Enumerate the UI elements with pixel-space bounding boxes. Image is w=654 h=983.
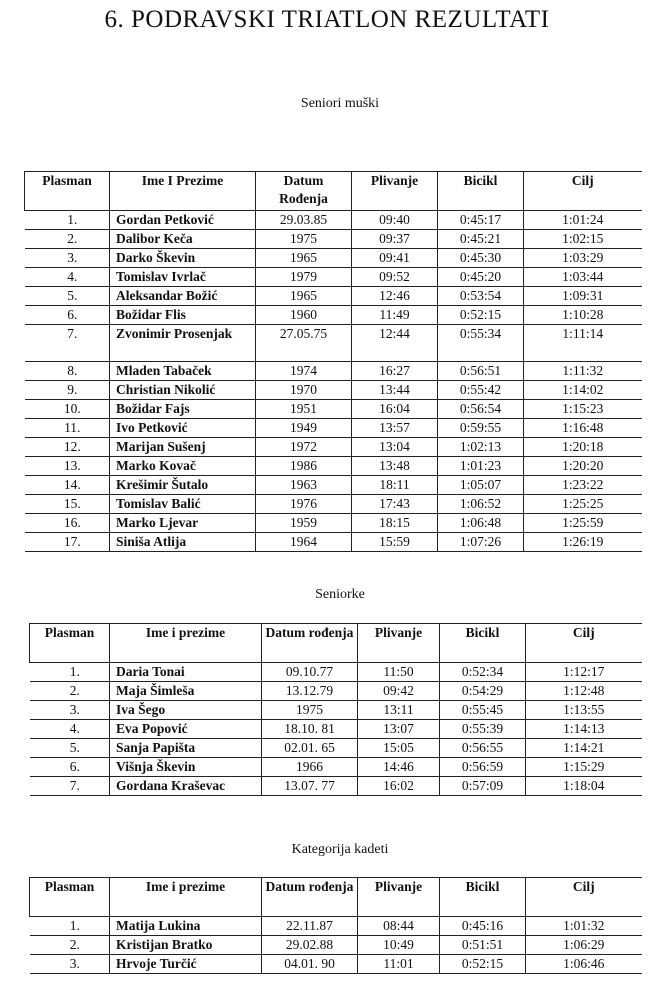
finish-time-cell: 1:09:31 <box>524 287 642 306</box>
table-row <box>25 514 642 533</box>
col-header-swim: Plivanje <box>358 624 440 663</box>
birth-date-cell: 27.05.75 <box>256 325 352 362</box>
col-header-swim: Plivanje <box>358 878 440 917</box>
table-row <box>25 268 642 287</box>
table-row <box>25 325 642 362</box>
bike-time-cell: 1:07:26 <box>438 533 524 552</box>
birth-date-cell: 22.11.87 <box>262 917 358 936</box>
finish-time-cell: 1:11:32 <box>524 362 642 381</box>
bike-time-cell: 0:59:55 <box>438 419 524 438</box>
bike-time-cell: 0:56:59 <box>440 758 526 777</box>
placement-cell: 16. <box>25 514 110 533</box>
athlete-name-cell: Marko Ljevar <box>110 514 256 533</box>
birth-date-cell: 1951 <box>256 400 352 419</box>
placement-cell: 17. <box>25 533 110 552</box>
bike-time-cell: 1:05:07 <box>438 476 524 495</box>
athlete-name-cell: Mladen Tabaček <box>110 362 256 381</box>
col-header-date: Datum rođenja <box>262 624 358 663</box>
placement-cell: 6. <box>25 306 110 325</box>
birth-date-cell: 1963 <box>256 476 352 495</box>
col-header-swim: Plivanje <box>352 172 438 211</box>
table-row <box>25 438 642 457</box>
swim-time-cell: 16:02 <box>358 777 440 796</box>
table-row <box>30 739 642 758</box>
birth-date-cell: 04.01. 90 <box>262 955 358 974</box>
placement-cell: 3. <box>25 249 110 268</box>
athlete-name-cell: Siniša Atlija <box>110 533 256 552</box>
table-row <box>25 362 642 381</box>
swim-time-cell: 09:40 <box>352 211 438 230</box>
swim-time-cell: 08:44 <box>358 917 440 936</box>
results-table-seniori <box>24 171 642 552</box>
bike-time-cell: 0:57:09 <box>440 777 526 796</box>
col-header-bike: Bicikl <box>438 172 524 211</box>
finish-time-cell: 1:20:18 <box>524 438 642 457</box>
finish-time-cell: 1:12:17 <box>526 663 642 682</box>
athlete-name-cell: Eva Popović <box>110 720 262 739</box>
swim-time-cell: 13:04 <box>352 438 438 457</box>
placement-cell: 2. <box>30 682 110 701</box>
swim-time-cell: 09:52 <box>352 268 438 287</box>
athlete-name-cell: Tomislav Balić <box>110 495 256 514</box>
swim-time-cell: 16:27 <box>352 362 438 381</box>
finish-time-cell: 1:13:55 <box>526 701 642 720</box>
col-header-bike: Bicikl <box>440 878 526 917</box>
bike-time-cell: 0:45:17 <box>438 211 524 230</box>
table-row <box>25 400 642 419</box>
athlete-name-cell: Christian Nikolić <box>110 381 256 400</box>
athlete-name-cell: Višnja Škevin <box>110 758 262 777</box>
athlete-name-cell: Sanja Papišta <box>110 739 262 758</box>
birth-date-cell: 1979 <box>256 268 352 287</box>
placement-cell: 3. <box>30 955 110 974</box>
placement-cell: 5. <box>25 287 110 306</box>
athlete-name-cell: Darko Škevin <box>110 249 256 268</box>
col-header-finish: Cilj <box>526 878 642 917</box>
col-header-finish: Cilj <box>524 172 642 211</box>
athlete-name-cell: Daria Tonai <box>110 663 262 682</box>
col-header-name: Ime I Prezime <box>110 172 256 211</box>
swim-time-cell: 14:46 <box>358 758 440 777</box>
swim-time-cell: 13:11 <box>358 701 440 720</box>
table-row <box>25 419 642 438</box>
birth-date-cell: 1976 <box>256 495 352 514</box>
finish-time-cell: 1:20:20 <box>524 457 642 476</box>
placement-cell: 10. <box>25 400 110 419</box>
table-row <box>25 476 642 495</box>
swim-time-cell: 16:04 <box>352 400 438 419</box>
birth-date-cell: 1986 <box>256 457 352 476</box>
finish-time-cell: 1:03:29 <box>524 249 642 268</box>
birth-date-cell: 13.07. 77 <box>262 777 358 796</box>
table-row <box>25 533 642 552</box>
birth-date-cell: 1965 <box>256 287 352 306</box>
athlete-name-cell: Marijan Sušenj <box>110 438 256 457</box>
birth-date-cell: 29.03.85 <box>256 211 352 230</box>
table-row <box>30 758 642 777</box>
section-heading-seniorke: Seniorke <box>315 587 365 602</box>
bike-time-cell: 0:56:51 <box>438 362 524 381</box>
table-row <box>25 306 642 325</box>
athlete-name-cell: Ivo Petković <box>110 419 256 438</box>
finish-time-cell: 1:15:23 <box>524 400 642 419</box>
finish-time-cell: 1:06:29 <box>526 936 642 955</box>
section-heading-seniori: Seniori muški <box>300 96 380 111</box>
finish-time-cell: 1:14:21 <box>526 739 642 758</box>
finish-time-cell: 1:12:48 <box>526 682 642 701</box>
placement-cell: 5. <box>30 739 110 758</box>
col-header-plasman: Plasman <box>25 172 110 211</box>
table-row <box>30 720 642 739</box>
birth-date-cell: 1966 <box>262 758 358 777</box>
placement-cell: 11. <box>25 419 110 438</box>
results-table-kadeti <box>29 877 642 974</box>
section-heading-kadeti: Kategorija kadeti <box>291 842 389 857</box>
table-row <box>30 777 642 796</box>
swim-time-cell: 13:07 <box>358 720 440 739</box>
finish-time-cell: 1:16:48 <box>524 419 642 438</box>
athlete-name-cell: Gordan Petković <box>110 211 256 230</box>
swim-time-cell: 15:05 <box>358 739 440 758</box>
finish-time-cell: 1:14:02 <box>524 381 642 400</box>
placement-cell: 14. <box>25 476 110 495</box>
placement-cell: 8. <box>25 362 110 381</box>
athlete-name-cell: Tomislav Ivrlač <box>110 268 256 287</box>
birth-date-cell: 1975 <box>262 701 358 720</box>
table-row <box>25 381 642 400</box>
placement-cell: 4. <box>30 720 110 739</box>
finish-time-cell: 1:02:15 <box>524 230 642 249</box>
bike-time-cell: 0:52:15 <box>440 955 526 974</box>
bike-time-cell: 0:52:15 <box>438 306 524 325</box>
results-table-seniorke <box>29 623 642 796</box>
finish-time-cell: 1:01:32 <box>526 917 642 936</box>
athlete-name-cell: Marko Kovač <box>110 457 256 476</box>
birth-date-cell: 09.10.77 <box>262 663 358 682</box>
swim-time-cell: 11:50 <box>358 663 440 682</box>
swim-time-cell: 13:48 <box>352 457 438 476</box>
birth-date-cell: 1960 <box>256 306 352 325</box>
birth-date-cell: 29.02.88 <box>262 936 358 955</box>
swim-time-cell: 12:44 <box>352 325 438 362</box>
bike-time-cell: 1:06:48 <box>438 514 524 533</box>
placement-cell: 7. <box>25 325 110 362</box>
bike-time-cell: 0:55:39 <box>440 720 526 739</box>
athlete-name-cell: Iva Šego <box>110 701 262 720</box>
table-row <box>25 249 642 268</box>
placement-cell: 15. <box>25 495 110 514</box>
table-row <box>25 287 642 306</box>
table-row <box>30 701 642 720</box>
table-row <box>25 211 642 230</box>
placement-cell: 7. <box>30 777 110 796</box>
finish-time-cell: 1:25:59 <box>524 514 642 533</box>
athlete-name-cell: Krešimir Šutalo <box>110 476 256 495</box>
placement-cell: 2. <box>30 936 110 955</box>
placement-cell: 3. <box>30 701 110 720</box>
table-row <box>25 495 642 514</box>
swim-time-cell: 17:43 <box>352 495 438 514</box>
athlete-name-cell: Matija Lukina <box>110 917 262 936</box>
birth-date-cell: 1975 <box>256 230 352 249</box>
swim-time-cell: 09:42 <box>358 682 440 701</box>
athlete-name-cell: Aleksandar Božić <box>110 287 256 306</box>
bike-time-cell: 0:55:34 <box>438 325 524 362</box>
birth-date-cell: 1965 <box>256 249 352 268</box>
finish-time-cell: 1:11:14 <box>524 325 642 362</box>
swim-time-cell: 18:15 <box>352 514 438 533</box>
table-row <box>25 230 642 249</box>
table-row <box>30 936 642 955</box>
finish-time-cell: 1:26:19 <box>524 533 642 552</box>
bike-time-cell: 0:51:51 <box>440 936 526 955</box>
swim-time-cell: 11:01 <box>358 955 440 974</box>
finish-time-cell: 1:06:46 <box>526 955 642 974</box>
table-row <box>30 955 642 974</box>
placement-cell: 9. <box>25 381 110 400</box>
finish-time-cell: 1:03:44 <box>524 268 642 287</box>
table-row <box>30 663 642 682</box>
bike-time-cell: 0:45:20 <box>438 268 524 287</box>
table-row <box>30 917 642 936</box>
bike-time-cell: 1:06:52 <box>438 495 524 514</box>
swim-time-cell: 18:11 <box>352 476 438 495</box>
bike-time-cell: 1:02:13 <box>438 438 524 457</box>
bike-time-cell: 0:56:55 <box>440 739 526 758</box>
table-header-row <box>30 624 642 663</box>
placement-cell: 2. <box>25 230 110 249</box>
swim-time-cell: 10:49 <box>358 936 440 955</box>
birth-date-cell: 02.01. 65 <box>262 739 358 758</box>
placement-cell: 13. <box>25 457 110 476</box>
bike-time-cell: 0:45:21 <box>438 230 524 249</box>
bike-time-cell: 1:01:23 <box>438 457 524 476</box>
athlete-name-cell: Maja Šimleša <box>110 682 262 701</box>
birth-date-cell: 18.10. 81 <box>262 720 358 739</box>
finish-time-cell: 1:23:22 <box>524 476 642 495</box>
placement-cell: 6. <box>30 758 110 777</box>
swim-time-cell: 12:46 <box>352 287 438 306</box>
finish-time-cell: 1:18:04 <box>526 777 642 796</box>
placement-cell: 1. <box>30 917 110 936</box>
placement-cell: 1. <box>25 211 110 230</box>
document-title: 6. PODRAVSKI TRIATLON REZULTATI <box>104 6 550 33</box>
bike-time-cell: 0:56:54 <box>438 400 524 419</box>
birth-date-cell: 1974 <box>256 362 352 381</box>
finish-time-cell: 1:14:13 <box>526 720 642 739</box>
swim-time-cell: 13:44 <box>352 381 438 400</box>
bike-time-cell: 0:55:42 <box>438 381 524 400</box>
col-header-plasman: Plasman <box>30 878 110 917</box>
birth-date-cell: 1964 <box>256 533 352 552</box>
birth-date-cell: 1972 <box>256 438 352 457</box>
athlete-name-cell: Gordana Kraševac <box>110 777 262 796</box>
bike-time-cell: 0:54:29 <box>440 682 526 701</box>
bike-time-cell: 0:52:34 <box>440 663 526 682</box>
birth-date-cell: 1959 <box>256 514 352 533</box>
swim-time-cell: 13:57 <box>352 419 438 438</box>
athlete-name-cell: Hrvoje Turčić <box>110 955 262 974</box>
placement-cell: 4. <box>25 268 110 287</box>
placement-cell: 12. <box>25 438 110 457</box>
col-header-name: Ime i prezime <box>110 878 262 917</box>
athlete-name-cell: Dalibor Keča <box>110 230 256 249</box>
bike-time-cell: 0:45:30 <box>438 249 524 268</box>
bike-time-cell: 0:45:16 <box>440 917 526 936</box>
col-header-bike: Bicikl <box>440 624 526 663</box>
finish-time-cell: 1:10:28 <box>524 306 642 325</box>
table-header-row <box>25 172 642 211</box>
bike-time-cell: 0:53:54 <box>438 287 524 306</box>
birth-date-cell: 1970 <box>256 381 352 400</box>
swim-time-cell: 11:49 <box>352 306 438 325</box>
athlete-name-cell: Zvonimir Prosenjak <box>110 325 256 362</box>
finish-time-cell: 1:25:25 <box>524 495 642 514</box>
swim-time-cell: 15:59 <box>352 533 438 552</box>
col-header-date: Datum Rođenja <box>256 172 352 211</box>
swim-time-cell: 09:37 <box>352 230 438 249</box>
bike-time-cell: 0:55:45 <box>440 701 526 720</box>
col-header-date: Datum rođenja <box>262 878 358 917</box>
athlete-name-cell: Božidar Fajs <box>110 400 256 419</box>
birth-date-cell: 1949 <box>256 419 352 438</box>
col-header-name: Ime i prezime <box>110 624 262 663</box>
finish-time-cell: 1:01:24 <box>524 211 642 230</box>
athlete-name-cell: Kristijan Bratko <box>110 936 262 955</box>
swim-time-cell: 09:41 <box>352 249 438 268</box>
table-row <box>25 457 642 476</box>
finish-time-cell: 1:15:29 <box>526 758 642 777</box>
table-row <box>30 682 642 701</box>
table-header-row <box>30 878 642 917</box>
col-header-plasman: Plasman <box>30 624 110 663</box>
placement-cell: 1. <box>30 663 110 682</box>
col-header-finish: Cilj <box>526 624 642 663</box>
birth-date-cell: 13.12.79 <box>262 682 358 701</box>
athlete-name-cell: Božidar Flis <box>110 306 256 325</box>
